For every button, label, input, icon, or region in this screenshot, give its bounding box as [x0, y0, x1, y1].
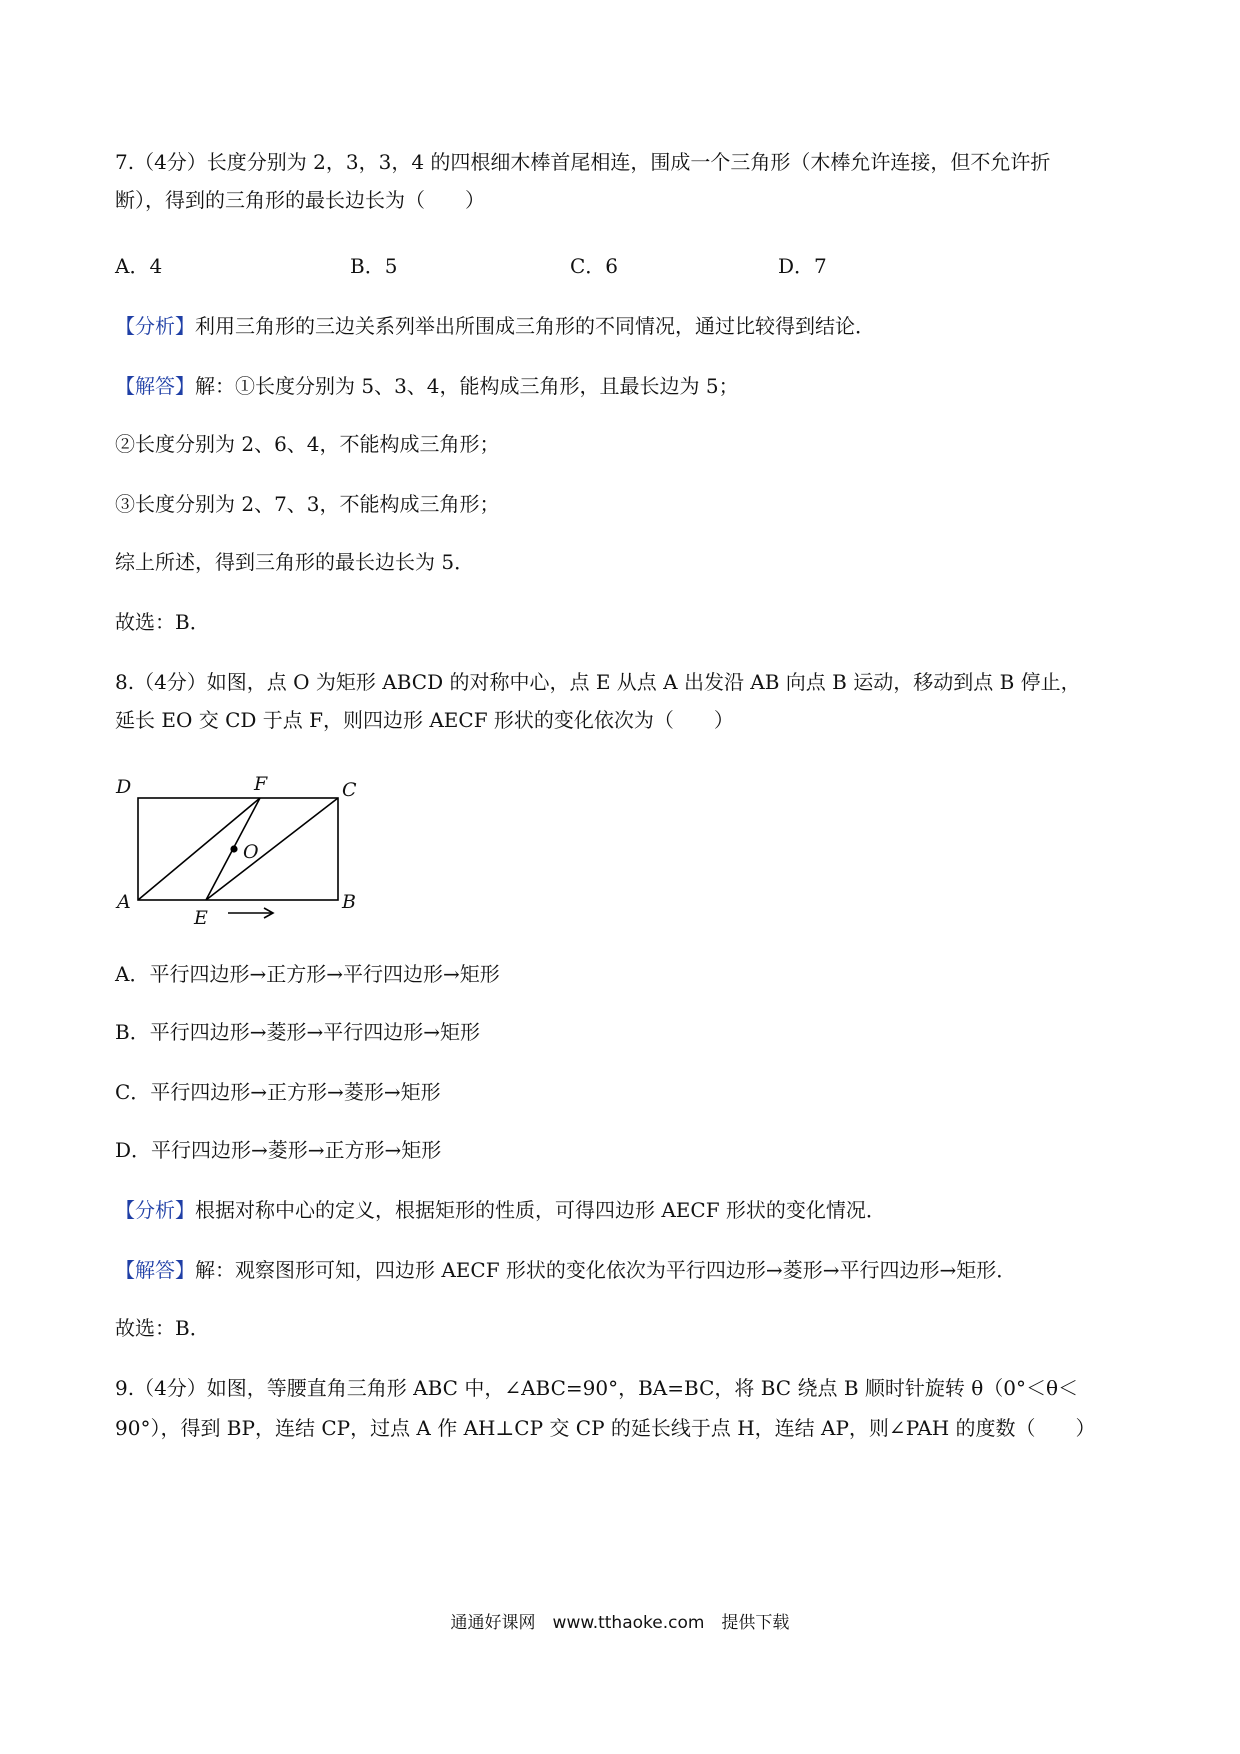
analysis-text: 根据对称中心的定义，根据矩形的性质，可得四边形 AECF 形状的变化情况．: [195, 1198, 886, 1222]
q7-answer-line4: 综上所述，得到三角形的最长边长为 5．: [115, 550, 475, 574]
q7-answer-line2: ②长度分别为 2、6、4，不能构成三角形；: [115, 432, 500, 456]
label-e: E: [194, 907, 208, 929]
point-o: [230, 845, 237, 852]
label-o: O: [243, 841, 259, 863]
q8-choice: 故选：B．: [115, 1316, 210, 1340]
answer-tag: 【解答】: [115, 374, 195, 398]
q7-option-a: A．4: [115, 254, 163, 278]
segment-af: [138, 798, 260, 900]
q7-answer-line3: ③长度分别为 2、7、3，不能构成三角形；: [115, 492, 500, 516]
q7-stem-line1: 7.（4分）长度分别为 2，3，3，4 的四根细木棒首尾相连，围成一个三角形（木棒允许连接，但不允许折: [115, 150, 1051, 174]
analysis-text: 利用三角形的三边关系列举出所围成三角形的不同情况，通过比较得到结论．: [195, 314, 875, 338]
q8-option-a: A．平行四边形→正方形→平行四边形→矩形: [115, 962, 500, 986]
q7-option-c: C．6: [570, 254, 619, 278]
label-d: D: [116, 776, 132, 798]
q8-stem-line1: 8.（4分）如图，点 O 为矩形 ABCD 的对称中心，点 E 从点 A 出发沿 AB 向点 B 运动，移动到点 B 停止，: [115, 670, 1081, 694]
q8-analysis: [115, 1196, 886, 1224]
answer-tag: 【解答】: [115, 1258, 195, 1282]
q8-option-b: B．平行四边形→菱形→平行四边形→矩形: [115, 1020, 480, 1044]
label-f: F: [254, 773, 268, 795]
answer-text: 解：观察图形可知，四边形 AECF 形状的变化依次为平行四边形→菱形→平行四边形→矩形．: [195, 1258, 1017, 1282]
label-c: C: [342, 779, 357, 801]
q8-option-c: C．平行四边形→正方形→菱形→矩形: [115, 1080, 441, 1104]
q7-analysis: [115, 312, 875, 340]
q7-option-d: D．7: [778, 254, 827, 278]
q7-stem-line2: 断），得到的三角形的最长边长为（ ）: [115, 188, 485, 212]
analysis-tag: 【分析】: [115, 1198, 195, 1222]
q8-stem-line2: 延长 EO 交 CD 于点 F，则四边形 AECF 形状的变化依次为（ ）: [115, 708, 734, 732]
page-footer: 通通好课网 www.tthaoke.com 提供下载: [450, 1613, 790, 1633]
q7-choice: 故选：B．: [115, 610, 210, 634]
label-b: B: [342, 891, 356, 913]
rectangle-abcd: [138, 798, 338, 900]
q7-answer: [115, 372, 739, 400]
answer-text: 解：①长度分别为 5、3、4，能构成三角形，且最长边为 5；: [195, 374, 739, 398]
q9-stem-line1: 9.（4分）如图，等腰直角三角形 ABC 中，∠ABC=90°，BA=BC，将 BC 绕点 B 顺时针旋转 θ（0°＜θ＜: [115, 1376, 1079, 1400]
analysis-tag: 【分析】: [115, 314, 195, 338]
segment-ec: [206, 798, 338, 900]
label-a: A: [117, 891, 131, 913]
q8-option-d: D．平行四边形→菱形→正方形→矩形: [115, 1138, 442, 1162]
q7-option-b: B．5: [350, 254, 398, 278]
rectangle-figure: [110, 770, 370, 930]
q8-answer: [115, 1256, 1016, 1284]
q9-stem-line2: 90°），得到 BP，连结 CP，过点 A 作 AH⊥CP 交 CP 的延长线于点 H，连结 AP，则∠PAH 的度数（ ）: [115, 1416, 1096, 1440]
